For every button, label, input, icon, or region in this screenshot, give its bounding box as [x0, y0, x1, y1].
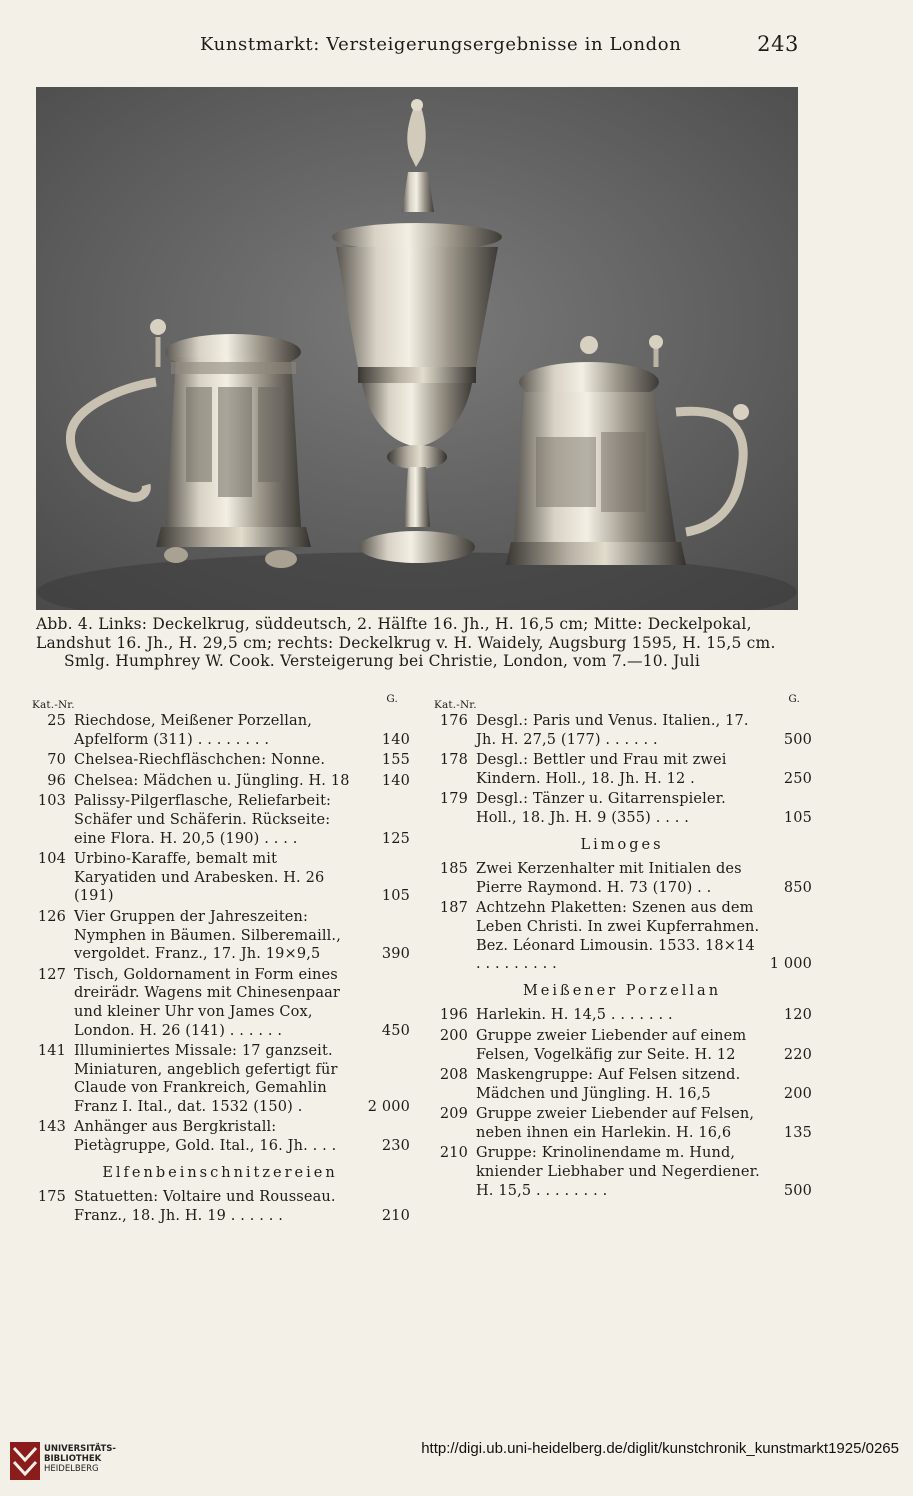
figure-caption	[36, 615, 816, 671]
caption-line: Abb. 4. Links: Deckelkrug, süddeutsch, 2. Hälfte 16. Jh., H. 16,5 cm; Mitte: Deckelpokal,	[36, 615, 752, 633]
catalog-number: 209	[439, 1106, 468, 1123]
catalog-description: Maskengruppe: Auf Felsen sitzend. Mädchen und Jüngling. H. 16,5	[476, 1067, 741, 1102]
catalog-number: 143	[37, 1119, 66, 1136]
catalog-entry	[30, 1042, 410, 1116]
logo-line: HEIDELBERG	[44, 1464, 99, 1474]
catalog-entry	[30, 751, 410, 770]
catalog-number: 126	[37, 908, 66, 925]
catalog-entry	[432, 751, 812, 788]
catalog-price: 850	[783, 879, 812, 896]
catalog-price: 1 000	[769, 956, 812, 973]
right-column	[432, 690, 812, 1202]
catalog-description: Gruppe zweier Liebender auf einem Felsen, Vogelkäfig zur Seite. H. 12	[476, 1027, 747, 1063]
catalog-price: 220	[783, 1046, 812, 1063]
catalog-price: 230	[381, 1138, 410, 1155]
catalog-price: 250	[783, 770, 812, 787]
footer	[0, 1430, 913, 1496]
running-header	[0, 32, 913, 62]
catalog-entry	[432, 1006, 812, 1025]
catalog-entry	[30, 850, 410, 906]
catalog-number: 175	[37, 1189, 66, 1206]
photo-illustration	[36, 87, 798, 610]
catalog-price: 200	[783, 1085, 812, 1102]
catalog-number: 187	[439, 900, 468, 917]
catalog-number: 178	[439, 752, 468, 769]
catalog-entry	[30, 1118, 410, 1155]
catalog-description: Illuminiertes Missale: 17 ganzseit. Miniaturen, angeblich gefertigt für Claude von Frankreich, Gemahlin Franz I. Ital., dat. 1532 (150) .	[74, 1043, 338, 1115]
running-title: Kunstmarkt: Versteigerungsergebnisse in London	[200, 34, 682, 55]
catalog-price: 390	[381, 946, 410, 963]
catalog-description: Harlekin. H. 14,5 . . . . . . .	[476, 1007, 673, 1024]
catalog-number: 141	[37, 1043, 66, 1060]
caption-line: Landshut 16. Jh., H. 29,5 cm; rechts: Deckelkrug v. H. Waidely, Augsburg 1595, H. 15,5 cm.	[36, 633, 776, 652]
catalog-entry	[30, 908, 410, 964]
catalog-entry	[432, 860, 812, 897]
catalog-number: 96	[47, 772, 66, 789]
column-header	[30, 690, 410, 712]
catalog-price: 500	[783, 731, 812, 748]
kat-nr-label: Kat.-Nr.	[32, 699, 75, 711]
source-url-link[interactable]: http://digi.ub.uni-heidelberg.de/diglit/kunstchronik_kunstmarkt1925/0265	[421, 1440, 899, 1457]
catalog-price: 140	[381, 772, 410, 789]
catalog-entry	[432, 790, 812, 827]
catalog-price: 120	[783, 1007, 812, 1024]
catalog-description: Statuetten: Voltaire und Rousseau. Franz., 18. Jh. H. 19 . . . . . .	[74, 1189, 336, 1224]
photo-plate-silver-tankards	[36, 87, 798, 610]
catalog-entry	[30, 792, 410, 848]
catalog-description: Vier Gruppen der Jahreszeiten: Nymphen in Bäumen. Silberemaill., vergoldet. Franz., 17. Jh. 19×9,5	[74, 908, 341, 963]
catalog-entry	[432, 712, 812, 749]
section-heading: Limoges	[580, 836, 664, 853]
catalog-price: 450	[381, 1022, 410, 1039]
catalog-price: 125	[381, 830, 410, 847]
catalog-entry	[30, 772, 410, 791]
catalog-number: 179	[439, 791, 468, 808]
caption-line: Smlg. Humphrey W. Cook. Versteigerung bei Christie, London, vom 7.—10. Juli	[64, 652, 700, 670]
catalog-description: Anhänger aus Bergkristall: Pietàgruppe, Gold. Ital., 16. Jh. . . .	[74, 1119, 337, 1155]
catalog-number: 103	[37, 793, 66, 810]
catalog-description: Desgl.: Paris und Venus. Italien., 17. Jh. H. 27,5 (177) . . . . . .	[476, 713, 749, 748]
catalog-description: Tisch, Goldornament in Form eines dreirädr. Wagens mit Chinesenpaar und kleiner Uhr von James Cox, London. H. 26 (141) . . . . . .	[74, 966, 341, 1039]
catalog-description: Gruppe: Krinolinendame m. Hund, kniender Liebhaber und Negerdiener. H. 15,5 . . . . . . . .	[476, 1145, 760, 1199]
catalog-price: 140	[381, 731, 410, 748]
catalog-entry	[30, 1188, 410, 1225]
left-column	[30, 690, 410, 1227]
catalog-number: 104	[37, 851, 66, 868]
catalog-number: 208	[439, 1067, 468, 1084]
catalog-description: Palissy-Pilgerflasche, Reliefarbeit: Schäfer und Schäferin. Rückseite: eine Flora. H. 20,5 (190) . . . .	[74, 793, 332, 847]
logo-line: UNIVERSITÄTS-	[44, 1444, 116, 1454]
catalog-entry	[30, 712, 410, 749]
catalog-entry	[30, 966, 410, 1040]
catalog-entry	[432, 899, 812, 973]
catalog-description: Desgl.: Tänzer u. Gitarrenspieler. Holl., 18. Jh. H. 9 (355) . . . .	[476, 791, 726, 826]
catalog-number: 25	[47, 713, 66, 729]
kat-nr-label: Kat.-Nr.	[434, 699, 477, 711]
logo-text	[44, 1444, 116, 1474]
library-logo	[10, 1440, 120, 1484]
catalog-price: 500	[783, 1182, 812, 1199]
catalog-number: 210	[439, 1145, 468, 1162]
catalog-price: 210	[381, 1207, 410, 1224]
catalog-price: 105	[783, 809, 812, 826]
catalog-entry	[432, 1066, 812, 1103]
section-heading: Meißener Porzellan	[522, 982, 722, 999]
catalog-entry	[432, 1027, 812, 1064]
catalog-price: 135	[783, 1124, 812, 1141]
catalog-number: 176	[439, 713, 468, 729]
catalog-number: 127	[37, 966, 66, 983]
page-number: 243	[757, 32, 799, 56]
catalog-price: 105	[381, 888, 410, 905]
catalog-price: 2 000	[367, 1098, 410, 1115]
catalog-number: 70	[47, 752, 66, 769]
logo-line: BIBLIOTHEK	[44, 1454, 102, 1464]
catalog-description: Zwei Kerzenhalter mit Initialen des Pierre Raymond. H. 73 (170) . .	[476, 861, 742, 896]
catalog-description: Urbino-Karaffe, bemalt mit Karyatiden und Arabesken. H. 26 (191)	[74, 851, 325, 905]
catalog-number: 200	[439, 1027, 468, 1044]
catalog-description: Desgl.: Bettler und Frau mit zwei Kindern. Holl., 18. Jh. H. 12 .	[476, 752, 727, 787]
catalog-description: Chelsea-Riechfläschchen: Nonne.	[74, 752, 326, 769]
catalog-description: Chelsea: Mädchen u. Jüngling. H. 18	[74, 772, 350, 789]
price-unit-label: G.	[788, 693, 800, 705]
section-heading: Elfenbeinschnitzereien	[102, 1164, 338, 1181]
catalog-number: 196	[439, 1007, 468, 1024]
catalog-description: Gruppe zweier Liebender auf Felsen, neben ihnen ein Harlekin. H. 16,6	[476, 1106, 755, 1141]
catalog-number: 185	[439, 861, 468, 878]
heidelberg-logo-icon	[10, 1442, 40, 1480]
price-unit-label: G.	[386, 693, 398, 705]
column-header	[432, 690, 812, 712]
catalog-price: 155	[381, 752, 410, 769]
catalog-entry	[432, 1105, 812, 1142]
catalog-description: Riechdose, Meißener Porzellan, Apfelform (311) . . . . . . . .	[74, 713, 313, 748]
catalog-entry	[432, 1144, 812, 1200]
catalog-description: Achtzehn Plaketten: Szenen aus dem Leben Christi. In zwei Kupferrahmen. Bez. Léonard Limousin. 1533. 18×14 . . . . . . . . .	[476, 900, 760, 973]
